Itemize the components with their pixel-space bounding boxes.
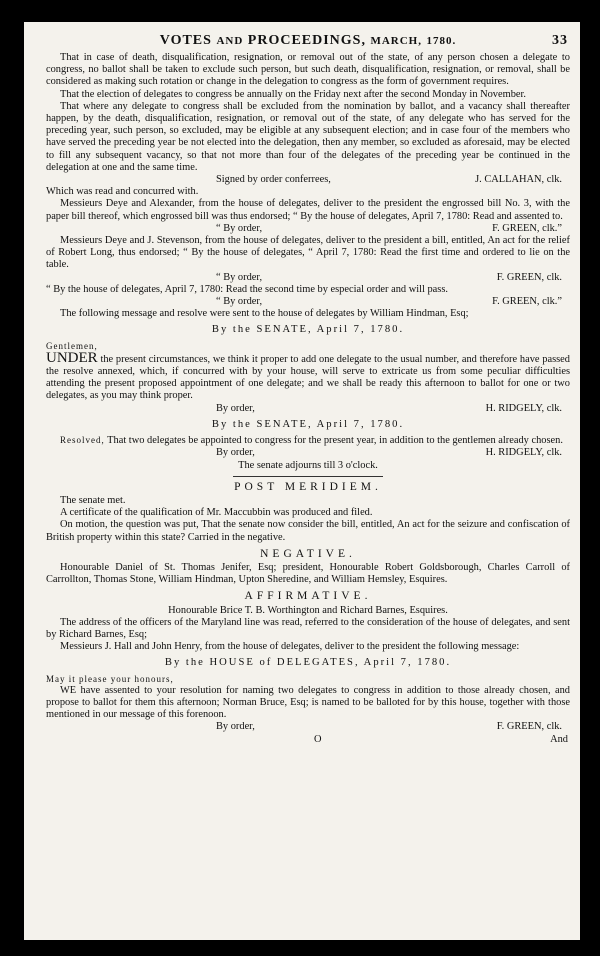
message-body: WE have assented to your resolution for naming two delegates to congress in addition to those already chosen, and propose to ballot for them this afternoon; Norman Bruce, Esq; is named to be balloted for by this house, together with those mentioned in our message of this forenoon. — [46, 684, 570, 721]
signature-mark: O — [314, 733, 322, 745]
order-line: By order, F. GREEN, clk. — [216, 721, 562, 733]
paragraph: On motion, the question was put, That the senate now consider the bill, entitled, An act for the seizure and confiscation of British property within this state? Carried in the negative. — [46, 519, 570, 543]
header-title-a: VOTES — [159, 33, 212, 48]
header-month: MARCH, — [370, 35, 422, 47]
salutation: May it please your honours, — [46, 673, 174, 684]
signature-line: Signed by order conferrees, J. CALLAHAN, clk. — [216, 174, 562, 186]
paragraph: Messieurs Deye and Alexander, from the house of delegates, deliver to the president the engrossed bill No. 3, with the paper bill thereof, which engrossed bill was thus endorsed; “ By the house of delegates, April 7, 1780: Read and assented to. — [46, 198, 570, 222]
paragraph: That in case of death, disqualification, resignation, or removal out of the state, of any person chosen a delegate to congress, no ballot shall be taken to exclude such person, but such death, disqualification, resignation, or removal, shall be considered as making such rotation or change in the delegation to congress as the form of government requires. — [46, 52, 570, 88]
document-page — [24, 22, 580, 940]
paragraph: Honourable Brice T. B. Worthington and Richard Barnes, Esquires. — [168, 604, 448, 616]
paragraph: Which was read and concurred with. — [46, 186, 199, 198]
header-year: 1780. — [426, 35, 457, 47]
page-footer — [46, 734, 570, 748]
order-line: “ By order, F. GREEN, clk.” — [216, 296, 562, 308]
order-line: “ By order, F. GREEN, clk. — [216, 271, 562, 283]
header-title-b: AND — [216, 35, 244, 47]
message-body: UNDER the present circumstances, we think it proper to add one delegate to the usual number, and therefore have passed the resolve annexed, which, if concurred with by your house, will serve to extricate us from some peculiar difficulties attending the present proposed appointment of one delegate; and we shall be ready this afternoon to ballot for one or two delegates, as you may think proper. — [46, 349, 570, 402]
paragraph: Honourable Daniel of St. Thomas Jenifer, Esq; president, Honourable Robert Goldsborough, Charles Carroll of Carrollton, Thomas Stone, William Hindman, Upton Sheredine, and William Hemsley, Esquires. — [46, 561, 570, 586]
senate-heading: By the SENATE, April 7, 1780. — [211, 418, 405, 430]
page-number: 33 — [552, 33, 568, 48]
paragraph: A certificate of the qualification of Mr. Maccubbin was produced and filed. — [60, 507, 373, 519]
order-line: By order, H. RIDGELY, clk. — [216, 447, 562, 459]
paragraph: That where any delegate to congress shall be excluded from the nomination by ballot, and a vacancy shall thereafter happen, by the death, disqualification, resignation, or removal out of the state, of any delegate who has served for the preceding year, such person, so excluded, may be eligible at any subsequent election; and in case four of the members who have served the preceding year be not elected into the delegation, then any member, so excluded as aforesaid, may be elected to fill any subsequent vacancy, so that not more than four of the delegates of the preceding year be continued in the delegation at one and the same time. — [46, 100, 570, 173]
paragraph: The senate met. — [60, 494, 126, 506]
paragraph: The following message and resolve were sent to the house of delegates by William Hindman, Esq; — [60, 308, 469, 320]
adjournment-note: The senate adjourns till 3 o'clock. — [238, 459, 378, 471]
order-line: “ By order, F. GREEN, clk.” — [216, 222, 562, 234]
paragraph: “ By the house of delegates, April 7, 1780: Read the second time by especial order and will pass. — [46, 283, 448, 295]
paragraph: Messieurs J. Hall and John Henry, from the house of delegates, deliver to the president the following message: — [60, 641, 520, 653]
salutation: Gentlemen, — [46, 340, 98, 351]
page-header — [46, 30, 570, 52]
paragraph: That the election of delegates to congress be annually on the Friday next after the second Monday in November. — [60, 88, 526, 100]
order-line: By order, H. RIDGELY, clk. — [216, 402, 562, 414]
divider — [233, 476, 383, 477]
senate-heading: By the SENATE, April 7, 1780. — [211, 324, 405, 336]
section-heading: POST MERIDIEM. — [234, 480, 382, 493]
house-heading: By the HOUSE of DELEGATES, April 7, 1780. — [164, 657, 452, 669]
catchword: And — [550, 733, 568, 745]
paragraph: Messieurs Deye and J. Stevenson, from the house of delegates, deliver to the president a bill, entitled, An act for the relief of Robert Long, thus endorsed; “ By the house of delegates, “ April 7, 1780: Read the first time and ordered to lie on the table. — [46, 235, 570, 271]
section-heading: AFFIRMATIVE. — [244, 590, 372, 603]
resolution: Resolved, That two delegates be appointed to congress for the present year, in addition to the gentlemen already chosen. — [60, 435, 563, 447]
paragraph: The address of the officers of the Maryland line was read, referred to the consideration of the house of delegates, and sent by Richard Barnes, Esq; — [46, 616, 570, 640]
header-title-c: PROCEEDINGS, — [247, 33, 366, 48]
section-heading: NEGATIVE. — [260, 547, 356, 560]
